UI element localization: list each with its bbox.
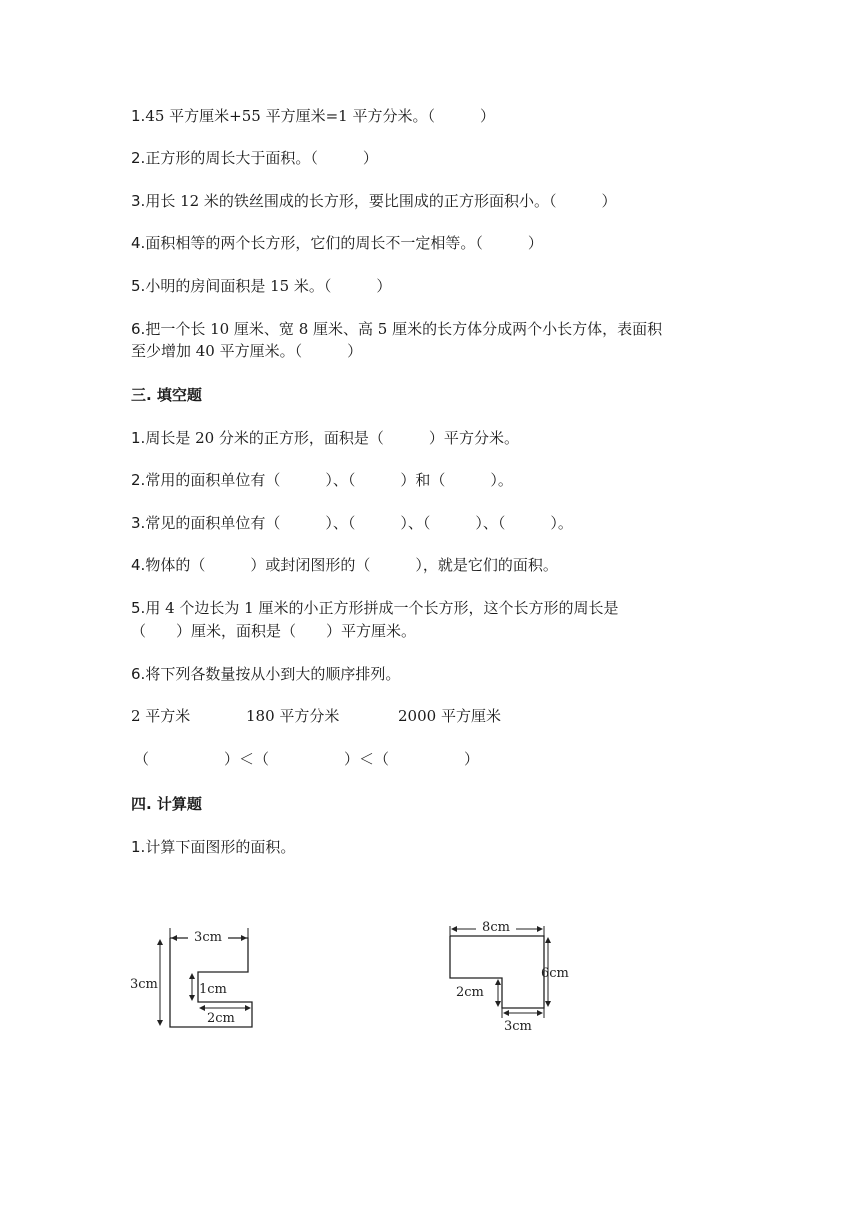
fill-question-4 (131, 555, 558, 575)
question-number: 5. (131, 599, 146, 617)
judge-question-2 (131, 148, 378, 168)
question-text: 用长 12 米的铁丝围成的长方形，要比围成的正方形面积小。（ ） (145, 192, 617, 210)
section-title-calculation: 四. 计算题 (131, 795, 202, 813)
question-text: 小明的房间面积是 15 米。（ ） (145, 277, 392, 295)
question-text: 面积相等的两个长方形，它们的周长不一定相等。（ ） (145, 234, 543, 252)
question-text: 45 平方厘米+55 平方厘米=1 平方分米。（ ） (145, 107, 495, 125)
quantity-3: 2000 平方厘米 (398, 707, 501, 725)
question-number: 4. (131, 556, 146, 574)
judge-question-1 (131, 106, 495, 126)
quantity-2: 180 平方分米 (246, 707, 340, 725)
fill-question-2 (131, 470, 513, 490)
question-text: 周长是 20 分米的正方形，面积是（ ）平方分米。 (145, 429, 519, 447)
fill-question-6 (131, 664, 400, 684)
question-number: 1. (131, 838, 146, 856)
question-text: 用 4 个边长为 1 厘米的小正方形拼成一个长方形，这个长方形的周长是 (145, 599, 619, 617)
fill-question-1 (131, 428, 519, 448)
fill-question-3 (131, 513, 573, 533)
question-number: 6. (131, 320, 146, 338)
question-number: 1. (131, 429, 146, 447)
question-number: 2. (131, 471, 146, 489)
question-number: 6. (131, 665, 146, 683)
figure-1 (128, 924, 268, 1034)
judge-question-3 (131, 191, 616, 211)
question-text: 正方形的周长大于面积。（ ） (145, 149, 378, 167)
question-number: 3. (131, 192, 146, 210)
question-text: 将下列各数量按从小到大的顺序排列。 (145, 665, 401, 683)
question-number: 3. (131, 514, 146, 532)
question-number: 4. (131, 234, 146, 252)
judge-question-5 (131, 276, 391, 296)
figure-2-left-label: 2cm (456, 985, 484, 1000)
judge-question-6 (131, 319, 662, 339)
question-text-continued: 至少增加 40 平方厘米。（ ） (131, 342, 363, 360)
question-number: 5. (131, 277, 146, 295)
question-text: 常见的面积单位有（ ）、（ ）、（ ）、（ ）。 (145, 514, 573, 532)
figure-1-top-label: 3cm (194, 930, 222, 945)
figure-2-bottom-label: 3cm (504, 1019, 532, 1034)
section-title-fill-in: 三. 填空题 (131, 386, 202, 404)
figure-2-top-label: 8cm (482, 920, 510, 935)
judge-question-4 (131, 233, 543, 253)
figure-1-left-label: 3cm (130, 977, 158, 992)
judge-question-6-continued (131, 341, 362, 361)
figure-2 (444, 914, 584, 1036)
fill-question-5-continued (131, 621, 416, 641)
calc-question-1 (131, 837, 295, 857)
fill-question-5 (131, 598, 618, 618)
quantity-1: 2 平方米 (131, 707, 191, 725)
order-answer-line: （ ）＜（ ）＜（ ） (134, 750, 480, 768)
figure-1-inner-label: 1cm (199, 982, 227, 997)
question-number: 1. (131, 107, 146, 125)
question-text: 常用的面积单位有（ ）、（ ）和（ ）。 (145, 471, 513, 489)
figure-1-bottom-label: 2cm (207, 1011, 235, 1026)
question-number: 2. (131, 149, 146, 167)
question-text: 把一个长 10 厘米、宽 8 厘米、高 5 厘米的长方体分成两个小长方体，表面积 (145, 320, 663, 338)
question-text-continued: （ ）厘米，面积是（ ）平方厘米。 (131, 622, 417, 640)
question-text: 物体的（ ）或封闭图形的（ ），就是它们的面积。 (145, 556, 558, 574)
question-text: 计算下面图形的面积。 (145, 838, 296, 856)
figure-2-right-label: 6cm (541, 966, 569, 981)
